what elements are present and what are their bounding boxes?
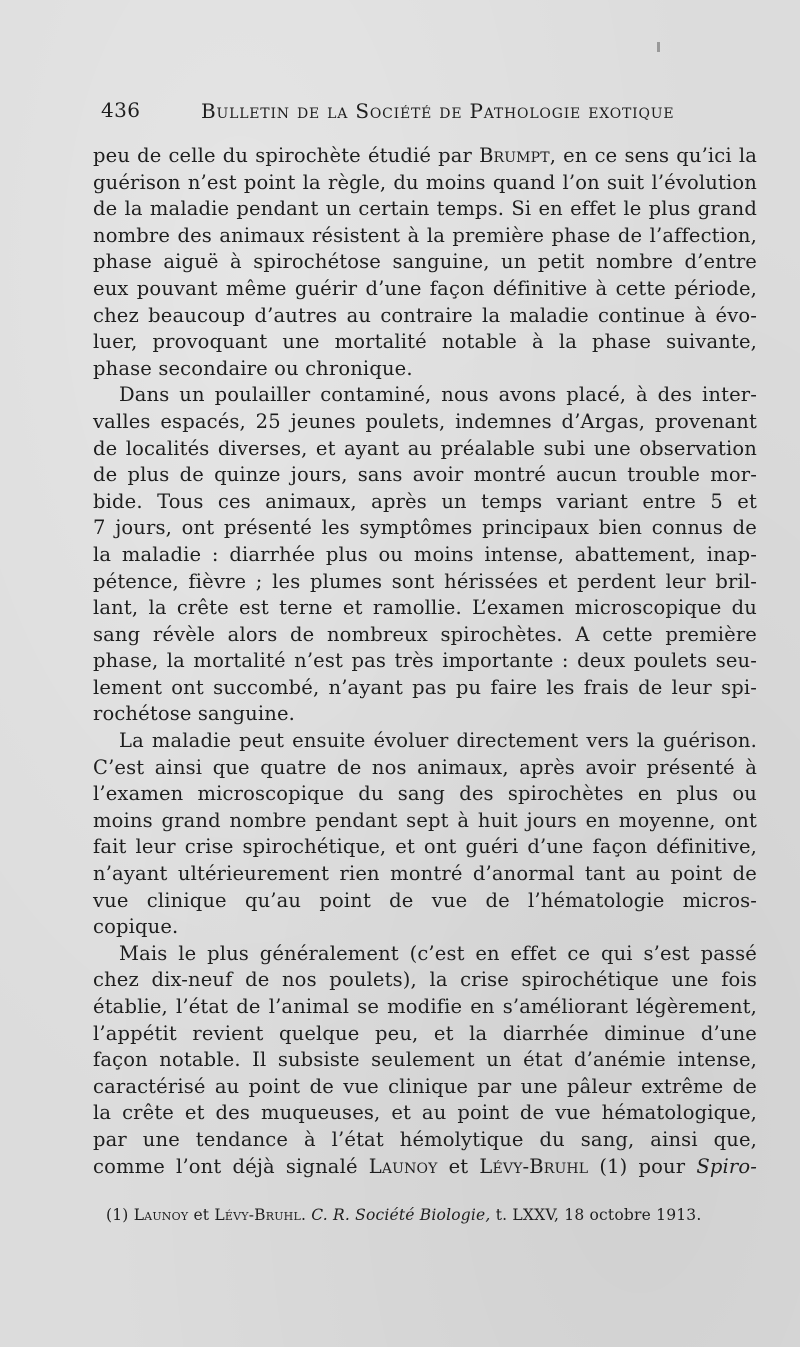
line-text: vue clinique qu’au point de vue de l’hématologie micros- xyxy=(93,888,757,912)
line-text: valles espacés, 25 jeunes poulets, indemnes d’Argas, provenant xyxy=(93,409,757,433)
line-text: la maladie : diarrhée plus ou moins intense, abattement, inap- xyxy=(93,542,757,566)
text-line xyxy=(93,329,757,356)
line-text: de plus de quinze jours, sans avoir montré aucun trouble mor- xyxy=(93,463,757,487)
text-line xyxy=(93,1074,757,1101)
text-line xyxy=(93,569,757,596)
footnote-journal: C. R. Société Biologie, xyxy=(306,1206,491,1224)
line-text-after: , en ce sens qu’ici la xyxy=(549,144,757,167)
line-text: sang révèle alors de nombreux spirochètes. A cette première xyxy=(93,622,757,646)
line-text: lement ont succombé, n’ayant pas pu faire les frais de leur spi- xyxy=(93,675,757,699)
text-line xyxy=(93,515,757,542)
author-name: Brumpt xyxy=(479,144,550,167)
line-text: et xyxy=(437,1154,480,1178)
text-line xyxy=(93,914,757,941)
footnote-author-2: Lévy-Bruhl. xyxy=(214,1206,307,1224)
text-line xyxy=(93,728,757,755)
text-line-final xyxy=(93,1154,757,1181)
text-line xyxy=(93,595,757,622)
line-text: l’examen microscopique du sang des spirochètes en plus ou xyxy=(93,782,757,806)
page-header xyxy=(101,98,761,128)
text-line xyxy=(93,542,757,569)
paper-speck xyxy=(657,42,660,52)
text-line xyxy=(93,994,757,1021)
line-text: luer, provoquant une mortalité notable à la phase suivante, xyxy=(93,330,757,354)
footnote-and: et xyxy=(188,1206,215,1224)
line-text: La maladie peut ensuite évoluer directement vers la guérison. xyxy=(119,729,757,753)
line-text: copique. xyxy=(93,915,179,939)
line-text: n’ayant ultérieurement rien montré d’anormal tant au point de xyxy=(93,862,757,886)
text-line xyxy=(93,143,757,170)
line-text: phase, la mortalité n’est pas très importante : deux poulets seu- xyxy=(93,649,757,673)
text-line xyxy=(93,249,757,276)
footnote xyxy=(106,1206,766,1224)
line-text: Mais le plus généralement (c’est en effet ce qui s’est passé xyxy=(119,941,757,965)
line-text: par une tendance à l’état hémolytique du sang, ainsi que, xyxy=(93,1127,757,1151)
text-line xyxy=(93,781,757,808)
line-text: C’est ainsi que quatre de nos animaux, après avoir présenté à xyxy=(93,755,757,779)
line-text: fait leur crise spirochétique, et ont guéri d’une façon définitive, xyxy=(93,835,757,859)
genus-name: Spiro- xyxy=(696,1154,757,1178)
line-text: Dans un poulailler contaminé, nous avons placé, à des inter- xyxy=(119,383,757,407)
text-line xyxy=(93,967,757,994)
line-text: peu de celle du spirochète étudié par xyxy=(93,144,480,167)
author-name: Launoy xyxy=(368,1154,438,1178)
running-title: Bulletin de la Société de Pathologie exotique xyxy=(201,99,675,123)
line-text: comme l’ont déjà signalé xyxy=(93,1154,369,1178)
line-text: eux pouvant même guérir d’une façon définitive à cette période, xyxy=(93,276,757,300)
body-text xyxy=(93,143,757,1180)
text-line xyxy=(93,1127,757,1154)
line-text: établie, l’état de l’animal se modifie en s’améliorant légèrement, xyxy=(93,995,757,1018)
text-line xyxy=(93,303,757,330)
line-text: moins grand nombre pendant sept à huit jours en moyenne, ont xyxy=(93,808,757,832)
line-text: façon notable. Il subsiste seulement un état d’anémie intense, xyxy=(93,1048,757,1072)
line-text: 7 jours, ont présenté les symptômes principaux bien connus de xyxy=(93,516,757,540)
text-line xyxy=(93,1021,757,1048)
text-line xyxy=(93,622,757,649)
line-text: chez beaucoup d’autres au contraire la maladie continue à évo- xyxy=(93,303,757,327)
line-text: nombre des animaux résistent à la première phase de l’affection, xyxy=(93,223,757,247)
text-line xyxy=(93,436,757,463)
text-line xyxy=(93,888,757,915)
text-line xyxy=(93,861,757,888)
text-line xyxy=(93,1100,757,1127)
line-text: caractérisé au point de vue clinique par une pâleur extrême de xyxy=(93,1074,757,1098)
text-line xyxy=(93,356,757,383)
text-line xyxy=(93,808,757,835)
text-line xyxy=(93,701,757,728)
author-name: Lévy-Bruhl xyxy=(479,1154,589,1178)
line-text: bide. Tous ces animaux, après un temps variant entre 5 et xyxy=(93,489,757,513)
text-line xyxy=(93,941,757,968)
text-line xyxy=(93,170,757,197)
text-line xyxy=(93,196,757,223)
text-line xyxy=(93,223,757,250)
line-text: phase secondaire ou chronique. xyxy=(93,356,413,380)
line-text: guérison n’est point la règle, du moins quand l’on suit l’évolution xyxy=(93,170,757,194)
line-text: lant, la crête est terne et ramollie. L’examen microscopique du xyxy=(93,596,757,620)
text-line xyxy=(93,462,757,489)
text-line xyxy=(93,489,757,516)
footnote-citation: t. LXXV, 18 octobre 1913. xyxy=(490,1206,702,1224)
text-line xyxy=(93,755,757,782)
line-text: rochétose sanguine. xyxy=(93,702,296,726)
reference-marker: (1) pour xyxy=(588,1154,697,1178)
line-text: l’appétit revient quelque peu, et la diarrhée diminue d’une xyxy=(93,1021,757,1045)
footnote-marker: (1) xyxy=(106,1206,134,1224)
text-line xyxy=(93,834,757,861)
text-line xyxy=(93,276,757,303)
text-line xyxy=(93,648,757,675)
text-line xyxy=(93,675,757,702)
page-number: 436 xyxy=(101,98,141,122)
text-line xyxy=(93,409,757,436)
footnote-author-1: Launoy xyxy=(133,1206,189,1224)
text-line xyxy=(93,382,757,409)
line-text: de la maladie pendant un certain temps. Si en effet le plus grand xyxy=(93,197,757,221)
line-text: phase aiguë à spirochétose sanguine, un petit nombre d’entre xyxy=(93,250,757,274)
line-text: pétence, fièvre ; les plumes sont hérissées et perdent leur bril- xyxy=(93,569,757,593)
line-text: la crête et des muqueuses, et au point de vue hématologique, xyxy=(93,1101,757,1125)
line-text: de localités diverses, et ayant au préalable subi une observation xyxy=(93,436,757,460)
line-text: chez dix-neuf de nos poulets), la crise spirochétique une fois xyxy=(93,968,757,992)
text-line xyxy=(93,1047,757,1074)
